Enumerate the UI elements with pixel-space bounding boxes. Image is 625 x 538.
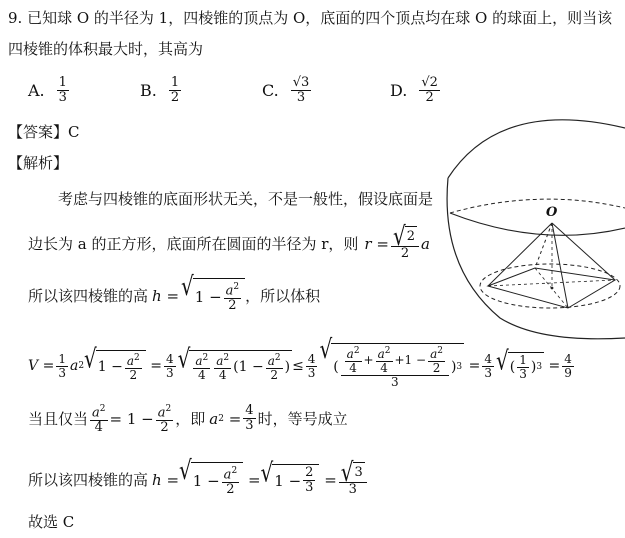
answer-label: 【答案】 <box>8 123 69 141</box>
formula-r: r = <box>364 234 389 253</box>
choice-label: C. <box>262 81 279 100</box>
volume-formula: V = $\frac{1}{3}$ a 2 √ 1 − $\frac{a^2}{2}$ = $\frac{4}{3}$ √ $\frac{a^2}{4}$ $\frac{a^2}{4}$ (1 − $\frac{a^2}{2}$ ) ≤ $\frac{4}{3}$ √ ( $\frac{a^2}{4}$ + $\frac{a^2}{4}$ +1 − $\frac{a^2}{2}$ 3 ) 3 = $\frac{4}{3}$ √ ( $\frac{1}{3}$ ) 3 = $\frac{4}{9}$ <box>28 333 572 389</box>
analysis-p5: 当且仅当 $\frac{a^2}{4}$ = 1 − $\frac{a^2}{2}$ ，即 a 2 = $\frac{4}{3}$ 时，等号成立 <box>28 403 348 436</box>
edge-2 <box>535 223 552 268</box>
analysis-p7: 故选 C <box>28 513 75 531</box>
analysis-p2-text: 边长为 a 的正方形，底面所在圆面的半径为 r，则 <box>28 234 359 253</box>
answer-line <box>8 123 80 141</box>
choice-fraction: $\frac{1}{3}$ <box>58 75 67 105</box>
sphere-outline <box>447 120 625 339</box>
choice-fraction: $\frac{√2}{2}$ <box>421 75 438 105</box>
choice-label: B. <box>140 81 157 100</box>
choice-b <box>140 76 183 105</box>
fraction-sqrt2-over-2: √ 2 2 <box>391 226 419 261</box>
analysis-p3-text-a: 所以该四棱锥的高 <box>28 286 149 305</box>
var-a: a <box>420 234 430 253</box>
choice-fraction: $\frac{√3}{3}$ <box>292 75 310 105</box>
sphere-pyramid-figure <box>440 118 625 348</box>
analysis-p2 <box>28 220 430 261</box>
choice-fraction: $\frac{1}{2}$ <box>170 75 180 105</box>
analysis-p5-text-a: 当且仅当 <box>28 409 89 428</box>
equator-front <box>450 213 625 235</box>
analysis-p3 <box>28 270 321 314</box>
answer-value: C <box>68 123 80 141</box>
equator-back <box>450 199 625 213</box>
analysis-p1: 考虑与四棱锥的底面形状无关，不是一般性，假设底面是 <box>58 190 434 208</box>
question-line-2: 四棱锥的体积最大时，其高为 <box>8 40 204 58</box>
analysis-p6: 所以该四棱锥的高 h = √ 1 − $\frac{a^2}{2}$ = √ 1 − $\frac{2}{3}$ = √ 3 3 <box>28 462 369 497</box>
analysis-p3-text-b: ，所以体积 <box>245 286 321 305</box>
analysis-label: 【解析】 <box>8 154 69 172</box>
base-center-dot <box>551 287 554 290</box>
question-line-1: 9. 已知球 O 的半径为 1，四棱锥的顶点为 O，底面的四个顶点均在球 O 的球面上，则当该 <box>8 9 613 27</box>
choice-a <box>28 76 71 105</box>
formula-h: h = <box>152 286 180 305</box>
base-diagonal-1 <box>488 280 615 286</box>
sqrt-expression: √ 1 − $\frac{a^2}{2}$ <box>181 278 245 313</box>
analysis-p5-text-c: 时，等号成立 <box>257 409 348 428</box>
apex-label: O <box>546 205 558 220</box>
choice-label: A. <box>28 81 45 100</box>
analysis-p5-text-b: ，即 <box>175 409 206 428</box>
choice-d <box>390 76 442 105</box>
analysis-p6-text: 所以该四棱锥的高 <box>28 470 149 489</box>
choice-label: D. <box>390 81 408 100</box>
choice-c <box>262 76 313 105</box>
